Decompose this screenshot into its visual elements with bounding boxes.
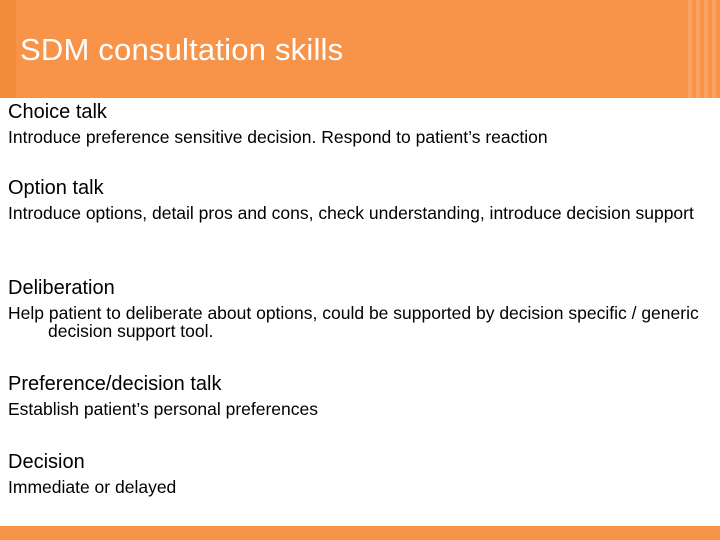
header-shade: [0, 0, 16, 98]
section-body: Introduce preference sensitive decision. Respond to patient’s reaction: [8, 127, 548, 147]
section-deliberation: [8, 276, 718, 340]
section-body: Introduce options, detail pros and cons, check understanding, introduce decision support: [8, 203, 694, 223]
section-body: Immediate or delayed: [8, 477, 177, 497]
section-option-talk: [8, 176, 718, 222]
section-preference-talk: [8, 372, 718, 418]
section-choice-talk: [8, 100, 718, 146]
header-decoration: [684, 0, 720, 98]
section-heading: Choice talk: [8, 101, 107, 123]
section-heading: Deliberation: [8, 277, 115, 299]
section-heading: Preference/decision talk: [8, 373, 222, 395]
section-heading: Decision: [8, 451, 85, 473]
section-heading: Option talk: [8, 177, 104, 199]
footer-band: [0, 526, 720, 540]
section-body: Help patient to deliberate about options, could be supported by decision specific / generic decision support tool.: [8, 303, 699, 341]
section-decision: [8, 450, 718, 496]
section-body: Establish patient’s personal preferences: [8, 399, 319, 419]
slide-title: SDM consultation skills: [20, 32, 344, 67]
